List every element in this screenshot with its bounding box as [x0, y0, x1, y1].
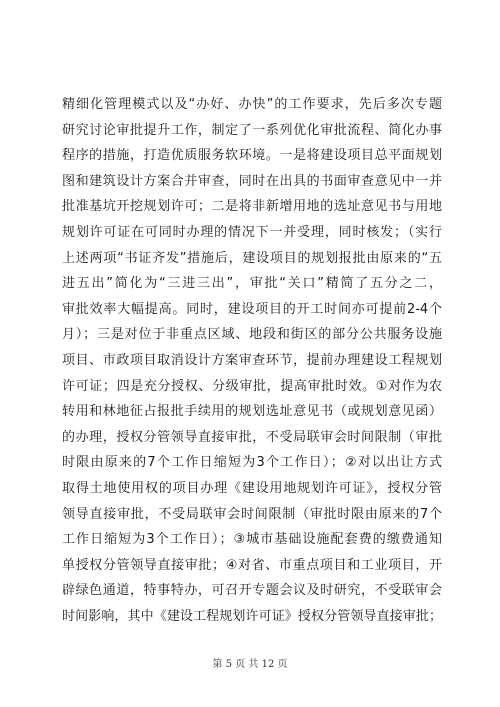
text-line: 时间影响，其中《建设工程规划许可证》授权分管领导直接审批； [62, 608, 442, 624]
text-line: 单授权分管领导直接审批；④对省、市重点项目和工业项目，开 [62, 557, 442, 573]
text-line: 许可证；四是充分授权、分级审批，提高审批时效。①对作为农 [62, 378, 442, 394]
text-line: 批准基坑开挖规划许可；二是将非新增用地的选址意见书与用地 [62, 199, 442, 215]
page-number-footer: 第 5 页 共 12 页 [212, 659, 288, 670]
text-line: 研究讨论审批提升工作，制定了一系列优化审批流程、简化办事 [62, 122, 442, 138]
text-line: 审批效率大幅提高。同时，建设项目的开工时间亦可提前2-4个 [62, 301, 442, 317]
text-line: 上述两项“书证齐发”措施后，建设项目的规划报批由原来的“五 [62, 250, 442, 266]
text-line: 程序的措施，打造优质服务软环境。一是将建设项目总平面规划 [62, 148, 442, 164]
text-line: 规划许可证在可同时办理的情况下一并受理，同时核发；（实行 [62, 224, 442, 240]
text-line: 时限由原来的7个工作日缩短为3个工作日）；②对以出让方式 [62, 455, 442, 471]
text-line: 月）；三是对位于非重点区域、地段和街区的部分公共服务设施 [62, 327, 442, 343]
text-line: 的办理，授权分管领导直接审批，不受局联审会时间限制（审批 [62, 429, 442, 445]
text-line: 项目、市政项目取消设计方案审查环节，提前办理建设工程规划 [62, 352, 442, 368]
text-line: 图和建筑设计方案合并审查，同时在出具的书面审查意见中一并 [62, 173, 442, 189]
text-line: 精细化管理模式以及“办好、办快”的工作要求，先后多次专题 [62, 97, 442, 112]
body-paragraph [62, 92, 442, 629]
text-line: 辟绿色通道，特事特办，可召开专题会议及时研究，不受联审会 [62, 583, 442, 599]
text-line: 进五出”简化为“三进三出”，审批“关口”精简了五分之二， [62, 276, 442, 292]
text-line: 工作日缩短为3个工作日）；③城市基础设施配套费的缴费通知 [62, 532, 442, 548]
text-line: 领导直接审批，不受局联审会时间限制（审批时限由原来的7个 [62, 506, 442, 522]
text-line: 取得土地使用权的项目办理《建设用地规划许可证》，授权分管 [62, 480, 442, 496]
text-line: 转用和林地征占报批手续用的规划选址意见书（或规划意见函） [62, 404, 442, 420]
